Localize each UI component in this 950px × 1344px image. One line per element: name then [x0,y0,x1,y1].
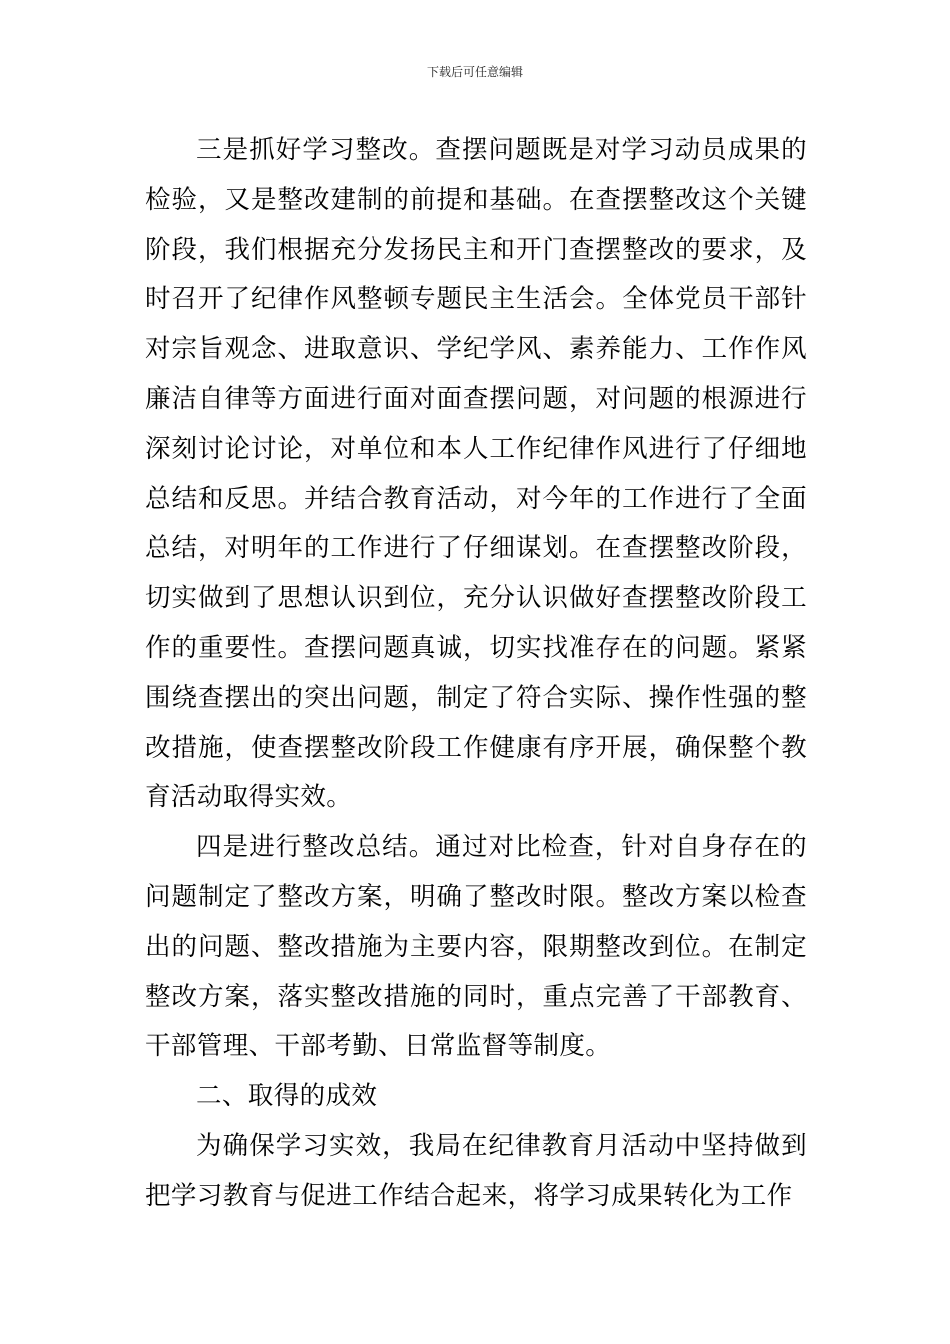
paragraph-rectification-study: 三是抓好学习整改。查摆问题既是对学习动员成果的检验，又是整改建制的前提和基础。在查摆整改这个关键阶段，我们根据充分发扬民主和开门查摆整改的要求，及时召开了纪律作风整顿专题民主生活会。全体党员干部针对宗旨观念、进取意识、学纪学风、素养能力、工作作风廉洁自律等方面进行面对面查摆问题，对问题的根源进行深刻讨论讨论，对单位和本人工作纪律作风进行了仔细地总结和反思。并结合教育活动，对今年的工作进行了全面总结，对明年的工作进行了仔细谋划。在查摆整改阶段，切实做到了思想认识到位，充分认识做好查摆整改阶段工作的重要性。查摆问题真诚，切实找准存在的问题。紧紧围绕查摆出的突出问题，制定了符合实际、操作性强的整改措施，使查摆整改阶段工作健康有序开展，确保整个教育活动取得实效。 [145,135,807,813]
page-header: 下载后可任意编辑 [426,65,523,79]
paragraph-rectification-summary: 四是进行整改总结。通过对比检查，针对自身存在的问题制定了整改方案，明确了整改时限。整改方案以检查出的问题、整改措施为主要内容，限期整改到位。在制定整改方案，落实整改措施的同时，重点完善了干部教育、干部管理、干部考勤、日常监督等制度。 [145,832,807,1062]
paragraph-results: 为确保学习实效，我局在纪律教育月活动中坚持做到把学习教育与促进工作结合起来，将学习成果转化为工作 [145,1130,807,1211]
section-heading-results: 二、取得的成效 [196,1081,378,1112]
document-body [145,126,807,1222]
